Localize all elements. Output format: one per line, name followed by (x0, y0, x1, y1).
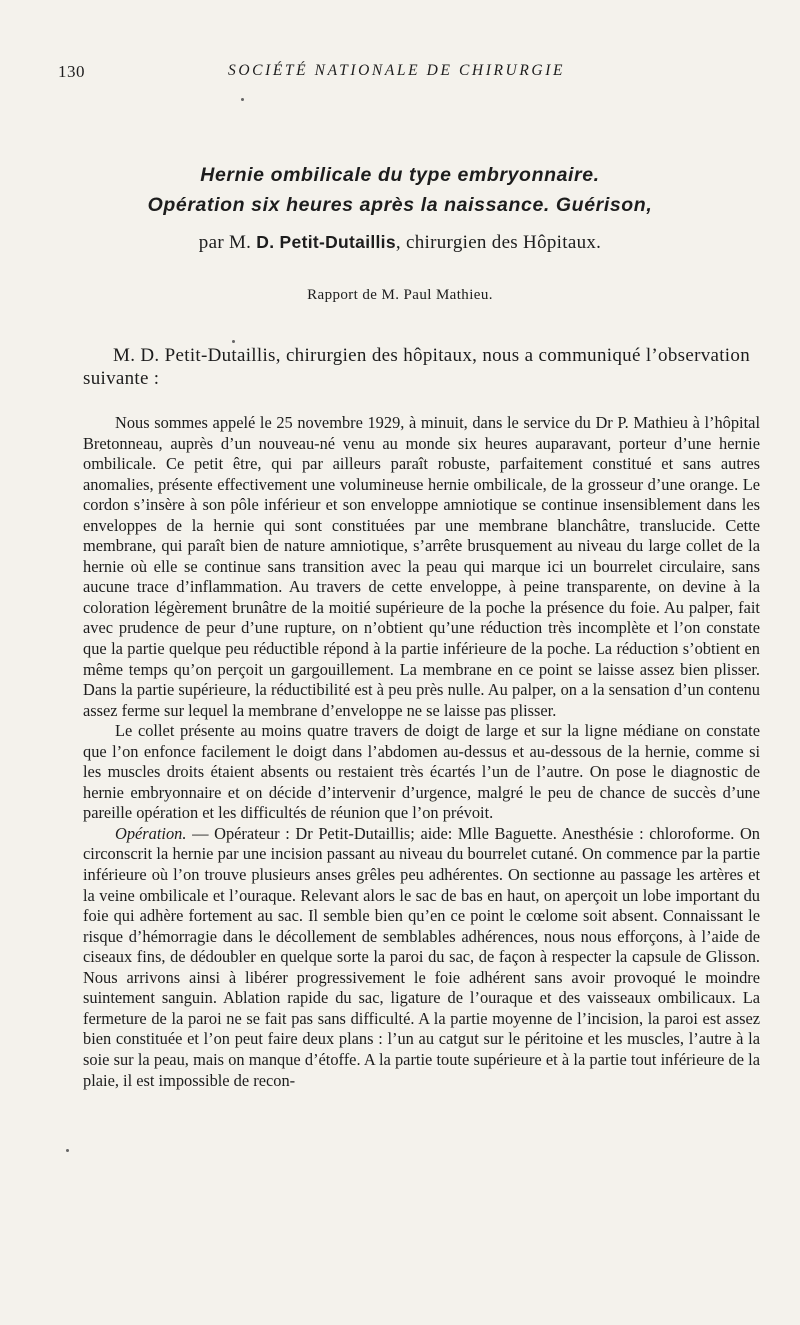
print-speck (66, 1149, 69, 1152)
paragraph: Le collet présente au moins quatre travers de doigt de large et sur la ligne médiane on constate que l’on enfonce facilement le doigt dans l’abdomen au-dessus et au-dessous de la hernie, comme si les muscles droits étaient absents ou restaient très écartés l’un de l’autre. On pose le diagnostic de hernie embryonnaire et on décide d’intervenir d’urgence, malgré le peu de chance de succès d’une pareille opération et les difficultés de réunion que l’on prévoit. (83, 721, 760, 823)
intro-text: M. D. Petit-Dutaillis, chirurgien des hôpitaux, nous a communiqué l’observation suivante : (83, 345, 750, 389)
byline-suffix: , chirurgien des Hôpitaux. (395, 232, 602, 253)
byline-prefix: par M. (198, 232, 257, 253)
byline (60, 232, 740, 254)
body-text (83, 413, 760, 1091)
operation-paragraph (83, 824, 760, 1091)
report-line: Rapport de M. Paul Mathieu. (307, 287, 493, 303)
article-title (60, 160, 740, 220)
author-name: D. Petit-Dutaillis (256, 232, 396, 252)
running-head (58, 62, 750, 82)
page-number: 130 (58, 62, 85, 81)
intro-paragraph (83, 344, 750, 390)
paragraph: Nous sommes appelé le 25 novembre 1929, à minuit, dans le service du Dr P. Mathieu à l’hôpital Bretonneau, auprès d’un nouveau-né venu au monde six heures auparavant, porteur d’une hernie ombilicale. Ce petit être, qui par ailleurs paraît robuste, parfaitement constitué et sans autres anomalies, présente effectivement une volumineuse hernie ombilicale, de la grosseur d’une orange. Le cordon s’insère à son pôle inférieur et son enveloppe amniotique se continue insensiblement dans les enveloppes de la hernie qui sont constituées par une membrane blanchâtre, translucide. Cette membrane, qui paraît bien de nature amniotique, s’arrête brusquement au niveau du large collet de la hernie où elle se continue sans transition avec la peau qui marque ici un bourrelet circulaire, sans aucune trace d’inflammation. Au travers de cette enveloppe, à peine transparente, on devine à la coloration légèrement brunâtre de la moitié supérieure de la poche la présence du foie. Au palper, fait avec prudence de peur d’une rupture, on n’obtient qu’une réduction très incomplète et l’on constate que la partie quelque peu réductible répond à la partie inférieure de la poche. La réduction s’obtient en même temps qu’on perçoit un gargouillement. La membrane en ce point se laisse assez bien plisser. Dans la partie supérieure, la réductibilité est à peu près nulle. Au palper, on a la sensation d’un contenu assez ferme sur lequel la membrane d’enveloppe ne se laisse pas plisser. (83, 413, 760, 720)
title-line-1: Hernie ombilicale du type embryonnaire. (200, 164, 600, 186)
operation-text: — Opérateur : Dr Petit-Dutaillis; aide: Mlle Baguette. Anesthésie : chloroforme. On circonscrit la hernie par une incision passant au niveau du bourrelet cutané. On commence par la partie inférieure où l’on trouve plusieurs anses grêles peu adhérentes. On sectionne au passage les artères et la veine ombilicale et l’ouraque. Relevant alors le sac de bas en haut, on aperçoit un lobe important du foie qui adhère fortement au sac. Il semble bien qu’en ce point le cœlome soit absent. Connaissant le risque d’hémorragie dans le décollement de semblables adhérences, nous nous efforçons, à l’aide de ciseaux fins, de dédoubler en quelque sorte la paroi du sac, de façon à respecter la capsule de Glisson. Nous arrivons ainsi à libérer progressivement le foie adhérent sans avoir provoqué le moindre suintement sanguin. Ablation rapide du sac, ligature de l’ouraque et des vaisseaux ombilicaux. La fermeture de la paroi ne se fait pas sans difficulté. A la partie moyenne de l’incision, la paroi est assez bien constituée et l’on peut faire deux plans : l’un au catgut sur le péritoine et les muscles, l’autre à la soie sur la peau, mais on manque d’étoffe. A la partie toute supérieure et à la partie tout inférieure de la plaie, il est impossible de recon- (83, 823, 760, 1090)
journal-title: SOCIÉTÉ NATIONALE DE CHIRURGIE (228, 62, 566, 79)
operation-label: Opération. (115, 823, 187, 843)
print-speck (232, 340, 235, 343)
print-speck (241, 98, 244, 101)
title-line-2: Opération six heures après la naissance. Guérison, (147, 194, 653, 216)
